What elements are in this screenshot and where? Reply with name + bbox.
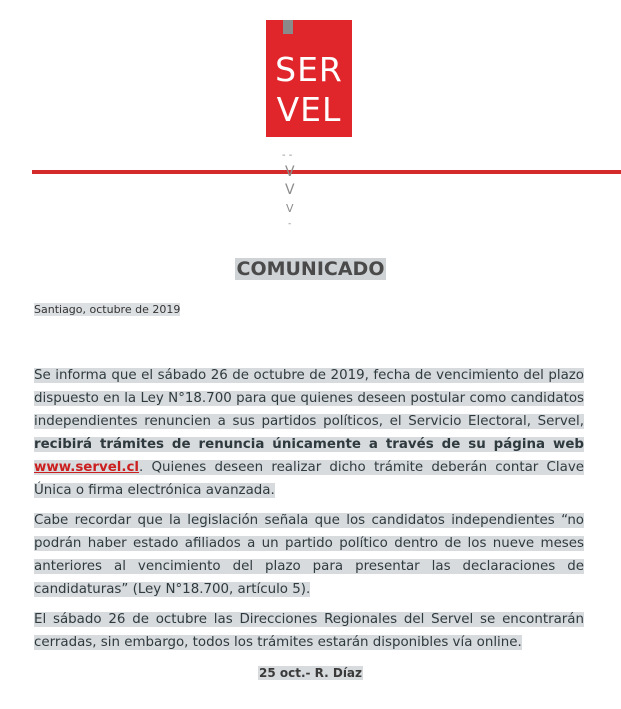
title-text: COMUNICADO [236,258,385,280]
paragraph-2 [34,509,584,601]
dateline-text: Santiago, octubre de 2019 [34,303,181,316]
signature [0,666,621,680]
logo-mark [283,20,293,34]
paragraph-1-bold: recibirá trámites de renuncia únicamente a través de su página web [34,437,584,452]
page-title [0,258,621,280]
servel-link[interactable]: www.servel.cl [34,460,140,475]
svg-text:- -: - - [282,150,293,161]
logo-line1: SER [275,50,343,89]
svg-text:V: V [285,182,295,198]
dateline [34,303,180,316]
signature-text: 25 oct.- R. Díaz [258,666,363,680]
svg-text:V: V [286,202,294,215]
paragraph-1 [34,364,584,502]
paragraph-1-text-b: . Quienes deseen realizar dicho trámite deberán contar Clave Única o firma electrónica avanzada. [34,460,584,498]
paragraph-2-text: Cabe recordar que la legislación señala que los candidatos independientes “no podrán haber estado afiliados a un partido político dentro de los nueve meses anteriores al vencimiento del plazo para presentar las declaraciones de candidaturas” (Ley N°18.700, artículo 5). [34,513,584,597]
header-rule [32,170,621,174]
paragraph-1-text-a: Se informa que el sábado 26 de octubre de 2019, fecha de vencimiento del plazo dispuesto en la Ley N°18.700 para que quienes deseen postular como candidatos independientes renuncien a sus partidos políticos, el Servicio Electoral, Servel, [34,368,584,429]
logo-line2: VEL [276,90,342,129]
svg-text:-: - [288,219,292,229]
svg-text:V: V [285,164,295,180]
artifact-marks [281,148,305,230]
paragraph-3 [34,608,584,654]
scan-artifact [281,148,305,230]
paragraph-3-text: El sábado 26 de octubre las Direcciones Regionales del Servel se encontrarán cerradas, sin embargo, todos los trámites estarán disponibles vía online. [34,612,584,650]
servel-logo [266,20,352,137]
